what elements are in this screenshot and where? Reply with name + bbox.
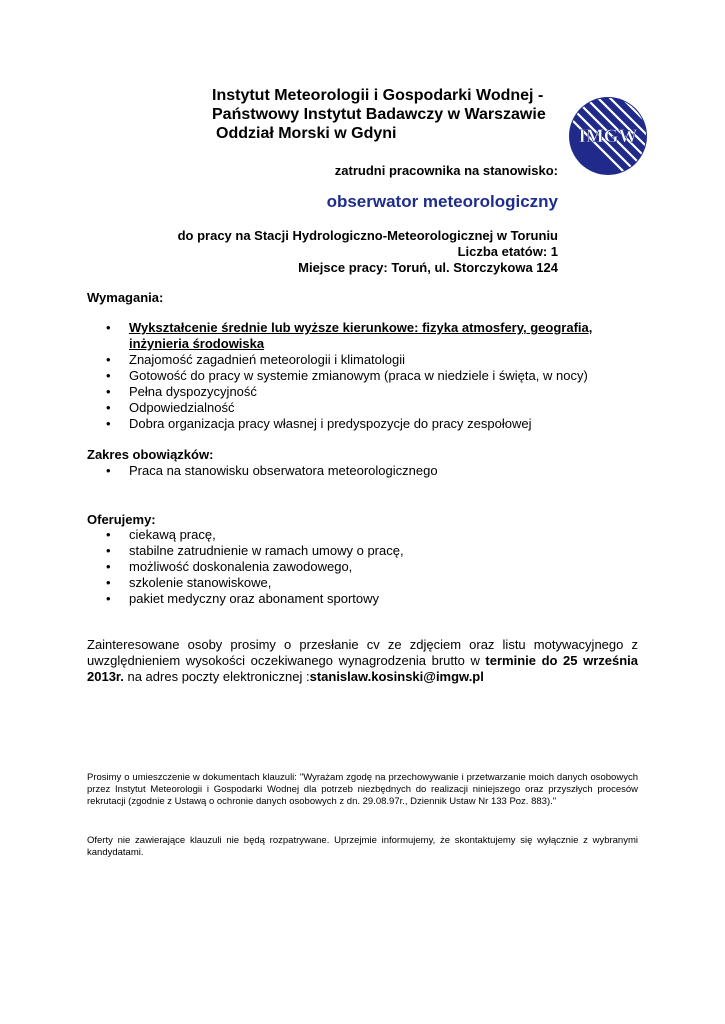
list-item: • stabilne zatrudnienie w ramach umowy o pracę, (87, 543, 647, 559)
list-item: • Dobra organizacja pracy własnej i predyspozycje do pracy zespołowej (87, 416, 647, 432)
header-line-2: Państwowy Instytut Badawczy w Warszawie (212, 106, 546, 123)
offer-title: Oferujemy: (87, 512, 156, 527)
header-line-1: Instytut Meteorologii i Gospodarki Wodnej - (212, 87, 544, 104)
list-item: • pakiet medyczny oraz abonament sportowy (87, 591, 647, 607)
requirements-title: Wymagania: (87, 290, 164, 305)
list-item: • Znajomość zagadnień meteorologii i klimatologii (87, 352, 647, 368)
application-deadline: terminie do 25 września 2013r. (87, 653, 638, 684)
header-line-3: Oddział Morski w Gdyni (216, 125, 397, 142)
position-title: obserwator meteorologiczny (326, 192, 558, 211)
list-item: • Praca na stanowisku obserwatora meteorologicznego (87, 463, 647, 479)
requirements-list (87, 320, 647, 432)
hiring-line: zatrudni pracownika na stanowisko: (334, 163, 558, 178)
institute-header (212, 86, 572, 143)
workplace-info (178, 228, 558, 276)
list-item: • Gotowość do pracy w systemie zmianowym (praca w niedziele i święta, w nocy) (87, 368, 647, 384)
requirement-education: Wykształcenie średnie lub wyższe kierunkowe: fizyka atmosfery, geografia, inżynieria środowiska (129, 320, 593, 351)
list-item (87, 320, 647, 352)
duties-list (87, 463, 647, 479)
station-line: do pracy na Stacji Hydrologiczno-Meteorologicznej w Toruniu (177, 228, 558, 243)
imgw-logo (568, 96, 648, 176)
list-item: • Odpowiedzialność (87, 400, 647, 416)
closing-note: Oferty nie zawierające klauzuli nie będą rozpatrywane. Uprzejmie informujemy, że skontaktujemy się wyłącznie z wybranymi kandydatami. (87, 835, 638, 858)
contact-text-2: na adres poczty elektronicznej : (123, 669, 310, 684)
list-item: • ciekawą pracę, (87, 527, 647, 543)
application-instructions (87, 637, 638, 685)
positions-count: Liczba etatów: 1 (457, 244, 558, 259)
logo-lettering: IMGW (578, 126, 638, 147)
work-location: Miejsce pracy: Toruń, ul. Storczykowa 124 (298, 260, 558, 275)
offer-list (87, 527, 647, 607)
contact-text-1: Zainteresowane osoby prosimy o przesłanie cv ze zdjęciem oraz listu motywacyjnego z uwzględnieniem wysokości oczekiwanego wynagrodzenia brutto w (87, 637, 638, 668)
list-item: • możliwość doskonalenia zawodowego, (87, 559, 647, 575)
contact-email[interactable]: stanislaw.kosinski@imgw.pl (309, 669, 484, 684)
duties-title: Zakres obowiązków: (87, 447, 214, 462)
list-item: • szkolenie stanowiskowe, (87, 575, 647, 591)
list-item: • Pełna dyspozycyjność (87, 384, 647, 400)
consent-clause: Prosimy o umieszczenie w dokumentach klauzuli: "Wyrażam zgodę na przechowywanie i przetwarzanie moich danych osobowych przez Instytut Meteorologii i Gospodarki Wodnej dla potrzeb niezbędnych do realizacji niniejszego oraz przyszłych procesów rekrutacji (zgodnie z Ustawą o ochronie danych osobowych z dn. 29.08.97r., Dziennik Ustaw Nr 133 Poz. 883)." (87, 772, 638, 807)
